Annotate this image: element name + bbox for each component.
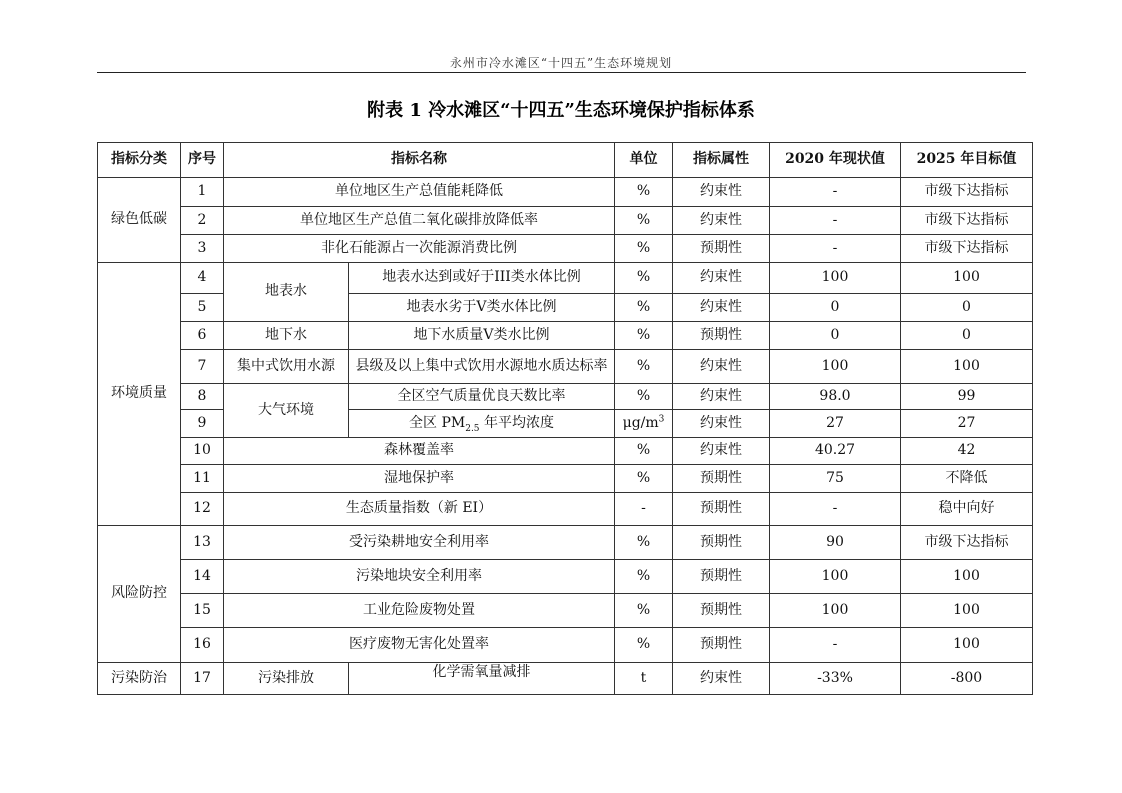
row-target-2025: 0 <box>901 322 1033 350</box>
header-unit: 单位 <box>615 143 673 178</box>
table-row <box>98 263 1033 294</box>
row-indicator-name-pm25 <box>349 410 615 438</box>
row-attribute: 预期性 <box>673 235 770 263</box>
row-status-2020: 0 <box>770 322 901 350</box>
row-index: 12 <box>181 493 224 526</box>
row-unit: % <box>615 294 673 322</box>
header-attribute: 指标属性 <box>673 143 770 178</box>
row-unit: - <box>615 493 673 526</box>
row-index: 2 <box>181 207 224 235</box>
row-unit: % <box>615 526 673 560</box>
row-unit: % <box>615 438 673 465</box>
row-attribute: 约束性 <box>673 350 770 384</box>
row-unit-ugm3 <box>615 410 673 438</box>
row-status-2020: - <box>770 178 901 207</box>
header-target-2025: 2025 年目标值 <box>901 143 1033 178</box>
page-title: 附表 1 冷水滩区“十四五”生态环境保护指标体系 <box>367 100 755 121</box>
row-unit: % <box>615 594 673 628</box>
table-row <box>98 178 1033 207</box>
header-status-2020: 2020 年现状值 <box>770 143 901 178</box>
table-row <box>98 628 1033 663</box>
row-index: 15 <box>181 594 224 628</box>
row-index: 4 <box>181 263 224 294</box>
row-indicator-name: 地下水质量V类水比例 <box>349 322 615 350</box>
row-target-2025: 100 <box>901 263 1033 294</box>
row-unit: % <box>615 465 673 493</box>
indicator-table <box>97 142 1033 695</box>
row-index: 7 <box>181 350 224 384</box>
subgroup-drinking-water: 集中式饮用水源 <box>224 350 349 384</box>
row-index: 6 <box>181 322 224 350</box>
table-row <box>98 350 1033 384</box>
row-indicator-name: 污染地块安全利用率 <box>224 560 615 594</box>
row-index: 9 <box>181 410 224 438</box>
category-cell-risk: 风险防控 <box>98 526 181 663</box>
table-row <box>98 235 1033 263</box>
row-status-2020: 100 <box>770 594 901 628</box>
row-status-2020: - <box>770 628 901 663</box>
row-attribute: 预期性 <box>673 560 770 594</box>
row-unit: % <box>615 178 673 207</box>
row-status-2020: 27 <box>770 410 901 438</box>
row-index: 10 <box>181 438 224 465</box>
table-row <box>98 438 1033 465</box>
unit-superscript: 3 <box>658 414 665 425</box>
row-unit: % <box>615 350 673 384</box>
row-attribute: 约束性 <box>673 410 770 438</box>
row-index: 3 <box>181 235 224 263</box>
table-row <box>98 384 1033 410</box>
category-cell-env: 环境质量 <box>98 263 181 526</box>
row-target-2025: 42 <box>901 438 1033 465</box>
row-attribute: 约束性 <box>673 438 770 465</box>
table-row <box>98 493 1033 526</box>
row-target-2025: 稳中向好 <box>901 493 1033 526</box>
row-attribute: 预期性 <box>673 526 770 560</box>
row-unit: t <box>615 663 673 695</box>
row-status-2020: - <box>770 207 901 235</box>
row-target-2025: 99 <box>901 384 1033 410</box>
row-indicator-name-text: 化学需氧量减排 <box>432 663 531 680</box>
row-indicator-name: 地表水达到或好于III类水体比例 <box>349 263 615 294</box>
category-cell-green: 绿色低碳 <box>98 178 181 263</box>
table-row <box>98 663 1033 695</box>
subgroup-groundwater: 地下水 <box>224 322 349 350</box>
row-indicator-name: 受污染耕地安全利用率 <box>224 526 615 560</box>
row-status-2020: 100 <box>770 350 901 384</box>
row-status-2020: 100 <box>770 263 901 294</box>
row-indicator-name: 县级及以上集中式饮用水源地水质达标率 <box>349 350 615 384</box>
row-status-2020: - <box>770 235 901 263</box>
row-indicator-name <box>349 663 615 695</box>
row-target-2025: 市级下达指标 <box>901 207 1033 235</box>
pm-prefix: 全区 PM <box>409 414 466 431</box>
row-target-2025: 27 <box>901 410 1033 438</box>
row-index: 14 <box>181 560 224 594</box>
row-index: 1 <box>181 178 224 207</box>
row-status-2020: 75 <box>770 465 901 493</box>
row-attribute: 约束性 <box>673 663 770 695</box>
row-target-2025: 市级下达指标 <box>901 235 1033 263</box>
row-target-2025: 100 <box>901 350 1033 384</box>
row-unit: % <box>615 235 673 263</box>
row-unit: % <box>615 628 673 663</box>
row-attribute: 约束性 <box>673 178 770 207</box>
table-row <box>98 322 1033 350</box>
row-status-2020: 40.27 <box>770 438 901 465</box>
row-target-2025: 市级下达指标 <box>901 526 1033 560</box>
row-attribute: 约束性 <box>673 384 770 410</box>
category-cell-pollution: 污染防治 <box>98 663 181 695</box>
row-target-2025: 100 <box>901 594 1033 628</box>
row-indicator-name: 森林覆盖率 <box>224 438 615 465</box>
row-indicator-name: 单位地区生产总值二氧化碳排放降低率 <box>224 207 615 235</box>
row-indicator-name: 地表水劣于V类水体比例 <box>349 294 615 322</box>
row-index: 11 <box>181 465 224 493</box>
row-attribute: 预期性 <box>673 322 770 350</box>
header-indicator-name: 指标名称 <box>224 143 615 178</box>
pm-suffix: 年平均浓度 <box>479 414 554 431</box>
row-attribute: 约束性 <box>673 263 770 294</box>
row-unit: % <box>615 263 673 294</box>
row-status-2020: 90 <box>770 526 901 560</box>
row-attribute: 预期性 <box>673 628 770 663</box>
table-row <box>98 594 1033 628</box>
row-indicator-name: 非化石能源占一次能源消费比例 <box>224 235 615 263</box>
row-status-2020: - <box>770 493 901 526</box>
header-index: 序号 <box>181 143 224 178</box>
row-attribute: 约束性 <box>673 294 770 322</box>
table-row <box>98 526 1033 560</box>
row-target-2025: 不降低 <box>901 465 1033 493</box>
row-index: 16 <box>181 628 224 663</box>
row-indicator-name: 生态质量指数（新 EI） <box>224 493 615 526</box>
row-target-2025: 100 <box>901 560 1033 594</box>
row-unit: % <box>615 207 673 235</box>
table-row <box>98 465 1033 493</box>
row-index: 17 <box>181 663 224 695</box>
table-header-row <box>98 143 1033 178</box>
row-unit: % <box>615 384 673 410</box>
row-unit: % <box>615 560 673 594</box>
subgroup-air: 大气环境 <box>224 384 349 438</box>
row-target-2025: 市级下达指标 <box>901 178 1033 207</box>
row-status-2020: 98.0 <box>770 384 901 410</box>
header-category: 指标分类 <box>98 143 181 178</box>
table-row <box>98 207 1033 235</box>
row-status-2020: 100 <box>770 560 901 594</box>
row-index: 5 <box>181 294 224 322</box>
row-attribute: 预期性 <box>673 594 770 628</box>
row-target-2025: 0 <box>901 294 1033 322</box>
pm-subscript: 2.5 <box>465 423 480 434</box>
row-attribute: 预期性 <box>673 493 770 526</box>
row-indicator-name: 医疗废物无害化处置率 <box>224 628 615 663</box>
subgroup-surface-water: 地表水 <box>224 263 349 322</box>
table-row <box>98 560 1033 594</box>
row-indicator-name: 工业危险废物处置 <box>224 594 615 628</box>
row-target-2025: -800 <box>901 663 1033 695</box>
row-unit: % <box>615 322 673 350</box>
row-index: 13 <box>181 526 224 560</box>
header-divider <box>97 72 1026 73</box>
page-running-header: 永州市冷水滩区“十四五”生态环境规划 <box>449 56 673 70</box>
subgroup-discharge: 污染排放 <box>224 663 349 695</box>
row-index: 8 <box>181 384 224 410</box>
row-status-2020: -33% <box>770 663 901 695</box>
row-indicator-name: 全区空气质量优良天数比率 <box>349 384 615 410</box>
row-status-2020: 0 <box>770 294 901 322</box>
row-attribute: 预期性 <box>673 465 770 493</box>
row-attribute: 约束性 <box>673 207 770 235</box>
row-target-2025: 100 <box>901 628 1033 663</box>
unit-base: μg/m <box>622 414 659 431</box>
row-indicator-name: 湿地保护率 <box>224 465 615 493</box>
row-indicator-name: 单位地区生产总值能耗降低 <box>224 178 615 207</box>
